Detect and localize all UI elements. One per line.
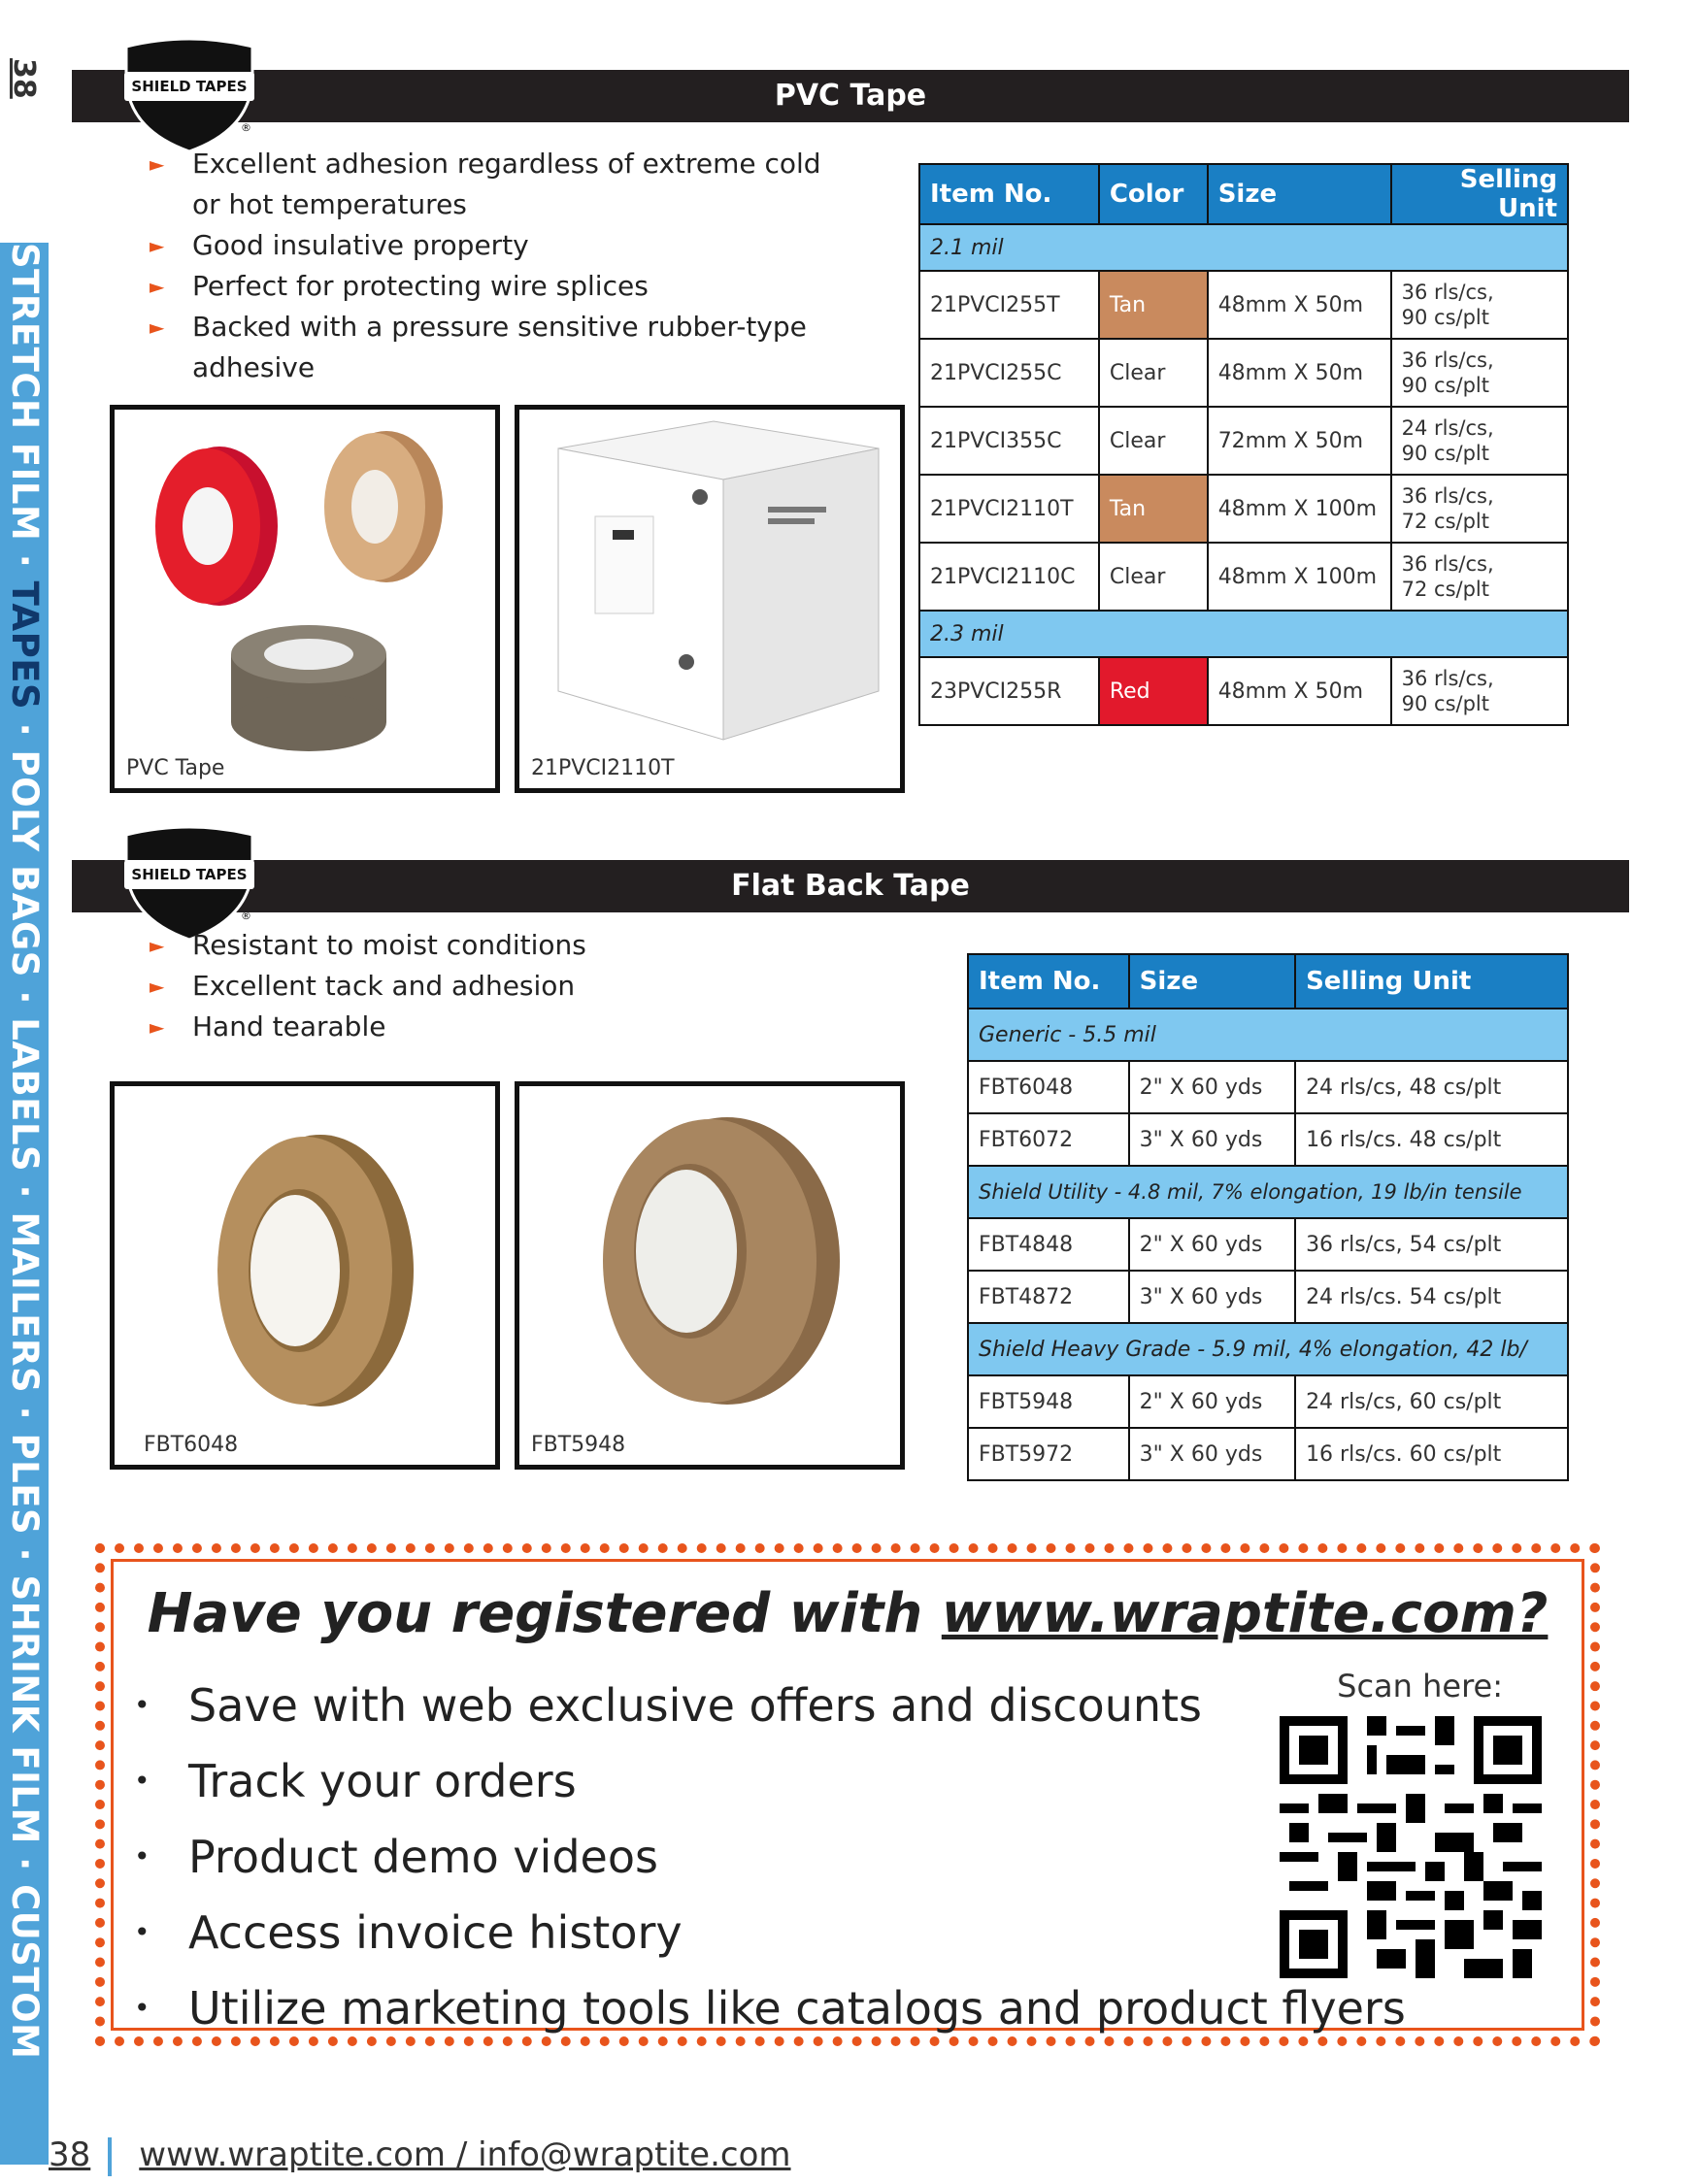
table-row: 21PVCI2110C Clear 48mm X 100m 36 rls/cs, 72 cs/plt: [919, 543, 1568, 611]
table-row: FBT5972 3" X 60 yds 16 rls/cs. 60 cs/plt: [968, 1428, 1568, 1480]
list-item: ► Perfect for protecting wire splices: [146, 266, 845, 307]
photo-caption: PVC Tape: [126, 756, 225, 780]
pvc-spec-table: [918, 163, 1569, 726]
arrow-icon: ►: [150, 1015, 165, 1039]
table-group-row: Generic - 5.5 mil: [968, 1009, 1568, 1061]
arrow-icon: ►: [150, 934, 165, 957]
shipping-box-image: [519, 410, 900, 788]
photo-caption: FBT6048: [144, 1433, 239, 1457]
fbt6048-photo: [110, 1081, 500, 1470]
list-item: ► Resistant to moist conditions: [146, 925, 845, 966]
table-group-row: 2.3 mil: [919, 611, 1568, 657]
arrow-icon: ►: [150, 234, 165, 257]
category-side-tab: [0, 243, 49, 2165]
flat-back-feature-list: [146, 925, 845, 1047]
arrow-icon: ►: [150, 975, 165, 998]
table-row: FBT6048 2" X 60 yds 24 rls/cs, 48 cs/plt: [968, 1061, 1568, 1113]
column-header-selling-unit: Selling Unit: [1295, 954, 1568, 1009]
kraft-tape-roll-image: [115, 1086, 495, 1465]
table-row: 21PVCI355C Clear 72mm X 50m 24 rls/cs, 90 cs/plt: [919, 407, 1568, 475]
list-item: ► Excellent adhesion regardless of extreme cold or hot temperatures: [146, 144, 845, 225]
list-item: ► Backed with a pressure sensitive rubber-type adhesive: [146, 307, 845, 388]
table-header-row: [919, 164, 1568, 224]
shield-logo-text: SHIELD TAPES: [124, 860, 254, 889]
website-link[interactable]: www.wraptite.com?: [941, 1582, 1549, 1645]
footer-divider: [108, 2137, 112, 2176]
list-item: ► Good insulative property: [146, 225, 845, 266]
column-header-color: Color: [1099, 164, 1208, 224]
table-row: 21PVCI2110T Tan 48mm X 100m 36 rls/cs, 72 cs/plt: [919, 475, 1568, 543]
column-header-size: Size: [1208, 164, 1391, 224]
list-item: • Product demo videos: [134, 1819, 1406, 1895]
column-header-selling-unit: Selling Unit: [1391, 164, 1568, 224]
photo-caption: 21PVCI2110T: [531, 756, 675, 780]
category-side-tab-text: STRETCH FILM · TAPES · POLY BAGS · LABELS · MAILERS · PLES · SHRINK FILM · CUSTOM: [4, 243, 46, 2060]
registered-mark: ®: [241, 910, 251, 922]
flat-back-section-title: Flat Back Tape: [731, 869, 970, 903]
table-group-row: 2.1 mil: [919, 224, 1568, 271]
tape-rolls-image: [115, 410, 495, 788]
contact-link[interactable]: www.wraptite.com / info@wraptite.com: [139, 2135, 791, 2174]
list-item: • Utilize marketing tools like catalogs and product flyers: [134, 1970, 1406, 2046]
kraft-tape-roll-image: [519, 1086, 900, 1465]
pvc-section-header: [72, 70, 1629, 122]
qr-code-icon[interactable]: [1280, 1716, 1542, 1978]
flat-back-section-header: [72, 860, 1629, 912]
list-item: • Save with web exclusive offers and discounts: [134, 1668, 1406, 1743]
table-group-row: Shield Utility - 4.8 mil, 7% elongation, 19 lb/in tensile: [968, 1166, 1568, 1218]
page-footer: [49, 2135, 791, 2176]
column-header-item: Item No.: [968, 954, 1129, 1009]
table-row: FBT4872 3" X 60 yds 24 rls/cs. 54 cs/plt: [968, 1271, 1568, 1323]
registration-promo-box: [95, 1543, 1600, 2046]
page-number-bottom: 38: [49, 2135, 91, 2174]
pvc-feature-list: [146, 144, 845, 388]
table-row: FBT5948 2" X 60 yds 24 rls/cs, 60 cs/plt: [968, 1375, 1568, 1428]
page-number-top: 38: [7, 58, 41, 99]
arrow-icon: ►: [150, 275, 165, 298]
registered-mark: ®: [241, 121, 251, 134]
table-row: 21PVCI255T Tan 48mm X 50m 36 rls/cs, 90 cs/plt: [919, 271, 1568, 339]
table-row: 21PVCI255C Clear 48mm X 50m 36 rls/cs, 90 cs/plt: [919, 339, 1568, 407]
photo-caption: FBT5948: [531, 1433, 626, 1457]
table-row: 23PVCI255R Red 48mm X 50m 36 rls/cs, 90 cs/plt: [919, 657, 1568, 725]
shield-logo-icon: [117, 37, 262, 155]
column-header-size: Size: [1129, 954, 1295, 1009]
pvc-tape-photo: [110, 405, 500, 793]
fbt5948-photo: [515, 1081, 905, 1470]
promo-heading: Have you registered with www.wraptite.com?: [147, 1582, 1549, 1645]
pvc-box-photo: [515, 405, 905, 793]
table-group-row: Shield Heavy Grade - 5.9 mil, 4% elongation, 42 lb/: [968, 1323, 1568, 1375]
arrow-icon: ►: [150, 152, 165, 176]
table-header-row: [968, 954, 1568, 1009]
list-item: • Track your orders: [134, 1743, 1406, 1819]
arrow-icon: ►: [150, 315, 165, 339]
table-row: FBT4848 2" X 60 yds 36 rls/cs, 54 cs/plt: [968, 1218, 1568, 1271]
column-header-item: Item No.: [919, 164, 1099, 224]
list-item: ► Excellent tack and adhesion: [146, 966, 845, 1007]
table-row: FBT6072 3" X 60 yds 16 rls/cs. 48 cs/plt: [968, 1113, 1568, 1166]
flat-back-spec-table: [967, 953, 1569, 1481]
list-item: ► Hand tearable: [146, 1007, 845, 1047]
scan-label: Scan here:: [1337, 1668, 1503, 1704]
active-category[interactable]: TAPES: [4, 580, 46, 711]
pvc-section-title: PVC Tape: [774, 79, 927, 113]
shield-logo-text: SHIELD TAPES: [124, 72, 254, 101]
promo-benefit-list: [134, 1668, 1406, 2046]
list-item: • Access invoice history: [134, 1895, 1406, 1970]
